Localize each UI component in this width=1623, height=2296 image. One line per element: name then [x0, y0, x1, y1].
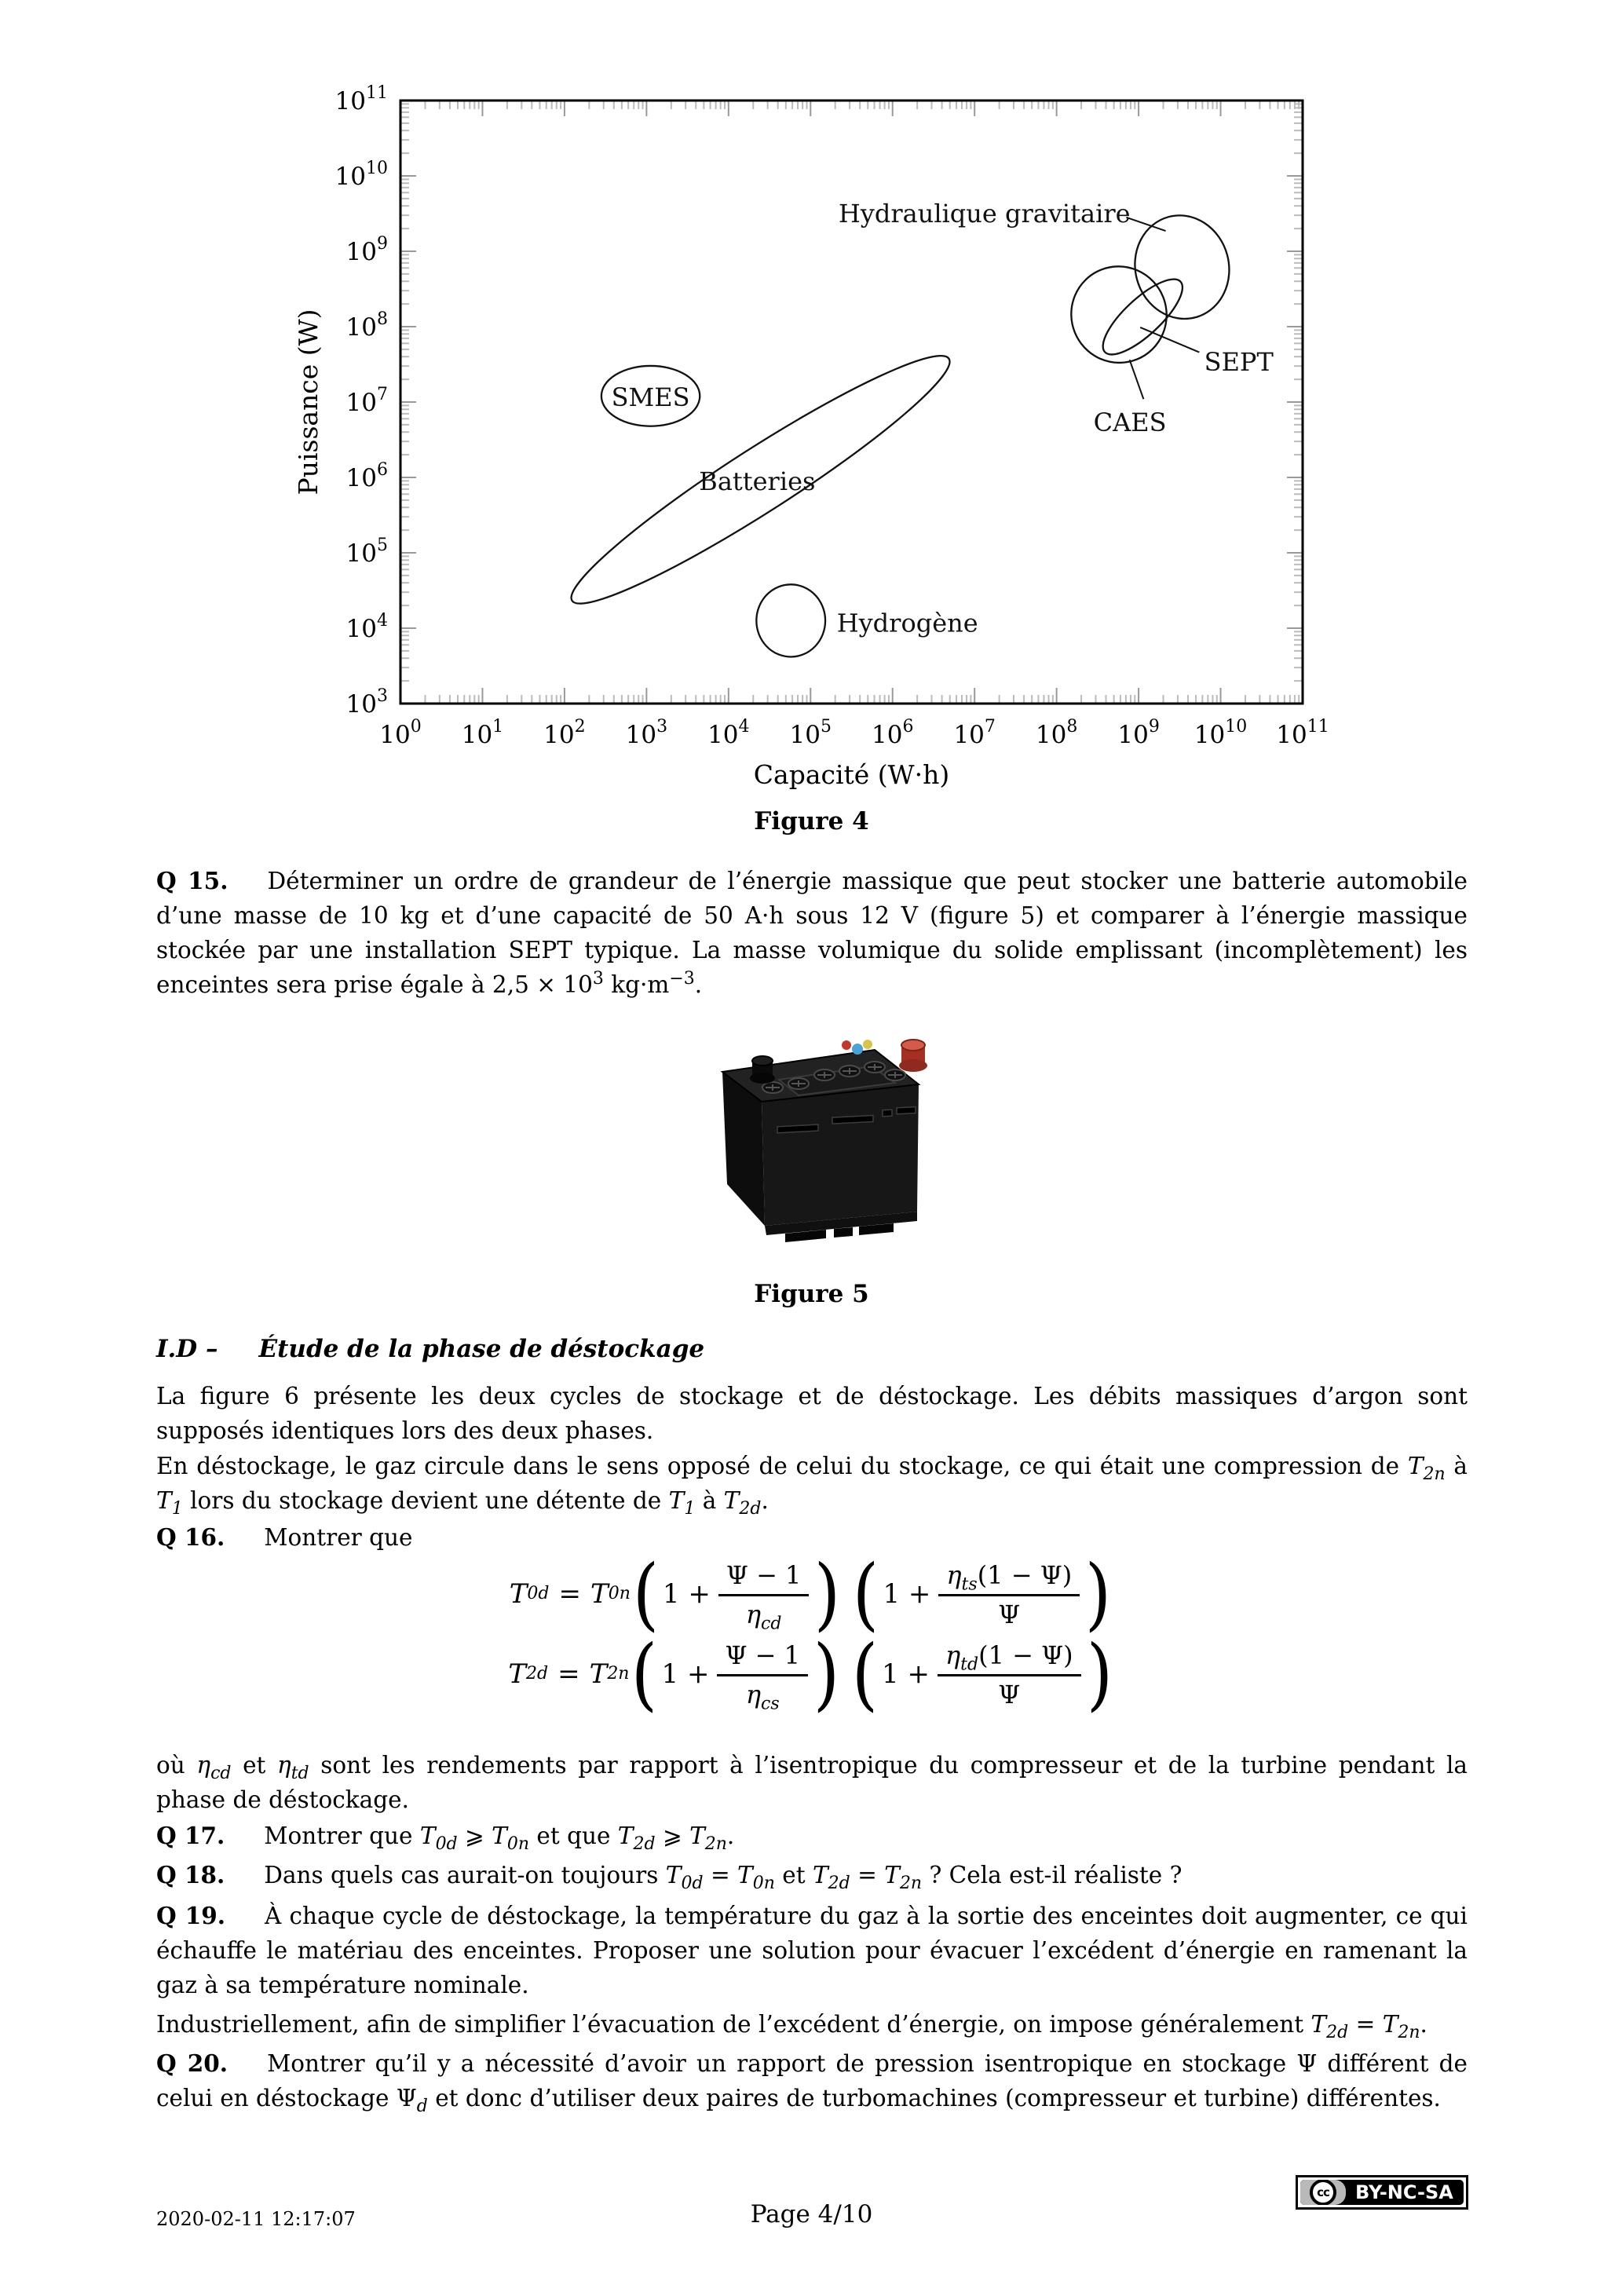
svg-text:106: $10^6$: [345, 460, 388, 492]
figure4-caption: Figure 4: [754, 807, 869, 835]
label-sept: SEPT: [1204, 347, 1274, 378]
label-hydraulique-gravitaire: Hydraulique gravitaire: [838, 199, 1131, 229]
svg-text:103: $10^3$: [345, 686, 388, 718]
paragraph-destockage: En déstockage, le gaz circule dans le sens opposé de celui du stockage, ce qui était une compression de $T_{2n}$ à $T_1$ lors du stockage devient une détente de $T_1$ à $T_{2d}$.: [156, 1453, 1468, 1519]
question-17-text: Montrer que $T_{0d}$ ⩾ $T_{0n}$ et que $T_{2d}$ ⩾ $T_{2n}$.: [264, 1823, 735, 1854]
battery-terminal-negative: [750, 1056, 775, 1084]
cc-logo-background: [1300, 2180, 1346, 2205]
svg-text:1010: $10^{10}$: [334, 159, 388, 191]
svg-text:109: $10^9$: [1117, 717, 1160, 749]
region-labels: [612, 199, 1274, 638]
question-18-label: Q 18.: [156, 1861, 225, 1888]
section-label: I.D –: [156, 1335, 218, 1363]
cc-license-badge: [1296, 2175, 1468, 2210]
eq1-fraction2: $\frac{\eta_{ts}(1 - \Psi)}{\Psi}$: [938, 1559, 1080, 1629]
svg-text:100: $10^0$: [379, 717, 422, 749]
svg-text:105: $10^5$: [345, 536, 388, 568]
equation-t0d: T 0d = T 0n ( 1 + $\frac{\Psi - 1}{\eta_{cd}}$ ) ( 1 + $\frac{\eta_{ts}(1 - \Psi)}{\Psi}$ ): [509, 1548, 1112, 1640]
svg-text:108: $10^8$: [345, 309, 388, 342]
svg-text:106: $10^6$: [872, 717, 914, 749]
svg-text:1011: $10^{11}$: [334, 83, 388, 115]
svg-text:107: $10^7$: [345, 385, 388, 417]
battery-photo: [685, 1023, 936, 1270]
question-19-text: À chaque cycle de déstockage, la température du gaz à la sortie des enceintes doit augmenter, ce qui échauffe le matériau des enceintes. Proposer une solution pour évacuer l’excédent d’énergie en ramenant la gaz à sa température nominale.: [156, 1903, 1468, 1998]
eq2-rhs-base: T: [589, 1658, 608, 1690]
label-hydrogene: Hydrogène: [836, 608, 978, 638]
eq1-fraction1: $\frac{\Psi - 1}{\eta_{cd}}$: [718, 1559, 810, 1629]
svg-text:1010: $10^{10}$: [1193, 717, 1248, 749]
question-20-label: Q 20.: [156, 2049, 228, 2077]
question-15-text: Déterminer un ordre de grandeur de l’énergie massique que peut stocker une batterie automobile d’une masse de 10 kg et d’une capacité de 50 A·h sous 12 V (figure 5) et comparer à l’énergie massique stockée par une installation SEPT typique. La masse volumique du solide emplissant (incomplètement) les enceintes sera prise égale à $2,5 \times 10^3$ $kg\cdot m^{-3}$.: [156, 868, 1468, 998]
cc-icon: cc: [1310, 2180, 1336, 2205]
section-heading-id: [156, 1335, 1468, 1363]
pointer-lines: [1126, 218, 1199, 399]
label-caes: CAES: [1093, 407, 1167, 437]
battery-terminal-positive: [899, 1040, 927, 1072]
question-16: [156, 1520, 1468, 1555]
question-20: [156, 2046, 1468, 2115]
question-19-label: Q 19.: [156, 1902, 226, 1929]
question-16-label: Q 16.: [156, 1523, 225, 1551]
svg-text:107: $10^7$: [953, 717, 996, 749]
tick-labels: [335, 83, 1329, 749]
svg-text:109: $10^9$: [345, 234, 388, 266]
region-hydraulique-gravitaire: [1124, 205, 1241, 330]
question-15-label: Q 15.: [156, 867, 228, 894]
footer-page-number: Page 4/10: [750, 2200, 873, 2228]
question-17: [156, 1819, 1468, 1853]
figure5-caption: Figure 5: [754, 1280, 869, 1308]
eq2-fraction2: $\frac{\eta_{td}(1 - \Psi)}{\Psi}$: [938, 1639, 1081, 1709]
eq1-rhs-base: T: [590, 1578, 609, 1610]
label-smes: SMES: [611, 382, 690, 413]
svg-text:104: $10^4$: [345, 611, 388, 643]
y-axis-title: Puissance (W): [293, 309, 324, 495]
equation-block: [0, 1548, 1623, 1720]
eq2-lhs: T: [508, 1658, 527, 1690]
section-title: Étude de la phase de déstockage: [258, 1335, 705, 1363]
footer-timestamp: 2020-02-11 12:17:07: [156, 2208, 356, 2230]
x-axis-title: Capacité (W·h): [753, 759, 950, 790]
svg-text:1011: $10^{11}$: [1276, 717, 1329, 749]
question-15: [156, 864, 1468, 1002]
equation-t2d: T 2d = T 2n ( 1 + $\frac{\Psi - 1}{\eta_{cs}}$ ) ( 1 + $\frac{\eta_{td}(1 - \Psi)}{\Psi}$ ): [508, 1628, 1113, 1720]
eq2-fraction1: $\frac{\Psi - 1}{\eta_{cs}}$: [717, 1639, 808, 1709]
question-18-text: Dans quels cas aurait-on toujours $T_{0d} = T_{0n}$ et $T_{2d} = T_{2n}$ ? Cela est-il réaliste ?: [264, 1862, 1183, 1893]
cc-license-text: BY-NC-SA: [1355, 2181, 1453, 2203]
caes-pointer: [1130, 360, 1144, 399]
battery-body: [762, 1084, 919, 1226]
svg-text:104: $10^4$: [707, 717, 750, 749]
region-sept: [1092, 269, 1193, 365]
question-16-text: Montrer que: [264, 1524, 413, 1551]
svg-text:101: $10^1$: [461, 717, 504, 749]
svg-text:102: $10^2$: [543, 717, 586, 749]
svg-text:108: $10^8$: [1035, 717, 1078, 749]
battery-illustration: [722, 1040, 927, 1242]
svg-text:105: $10^5$: [789, 717, 832, 749]
figure4-chart: [0, 0, 1623, 856]
question-20-text: Montrer qu’il y a nécessité d’avoir un rapport de pression isentropique en stockage Ψ différent de celui en déstockage $\Psi_d$ et donc d’utiliser deux paires de turbomachines (compresseur et turbine) différentes.: [156, 2050, 1468, 2116]
label-batteries: Batteries: [699, 466, 816, 496]
question-18: [156, 1858, 1468, 1892]
question-17-label: Q 17.: [156, 1822, 225, 1849]
question-19: [156, 1899, 1468, 2002]
paragraph-rendements: où $\eta_{cd}$ et $\eta_{td}$ sont les rendements par rapport à l’isentropique du compresseur et de la turbine pendant la phase de déstockage.: [156, 1752, 1468, 1813]
region-hydrogene: [756, 584, 825, 656]
paragraph-industriel: Industriellement, afin de simplifier l’évacuation de l’excédent d’énergie, on impose généralement $T_{2d} = T_{2n}$.: [156, 2011, 1427, 2042]
eq1-lhs: T: [509, 1578, 528, 1610]
paragraph-figure6: La figure 6 présente les deux cycles de stockage et de déstockage. Les débits massiques d’argon sont supposés identiques lors des deux phases.: [156, 1383, 1468, 1444]
sept-pointer: [1140, 327, 1199, 353]
svg-text:103: $10^3$: [625, 717, 668, 749]
